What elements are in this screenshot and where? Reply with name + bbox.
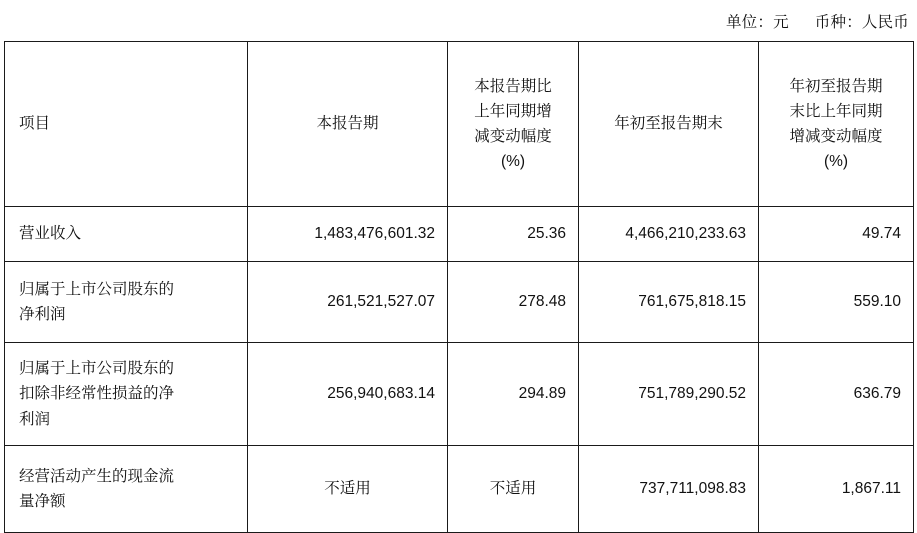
table-row	[5, 262, 914, 343]
table-header	[5, 42, 914, 207]
column-header-ytd-change	[759, 42, 914, 207]
cell-current-period: 1,483,476,601.32	[248, 207, 448, 262]
unit-currency-line	[0, 0, 917, 41]
row-label	[5, 446, 248, 533]
header-row	[5, 42, 914, 207]
table-row	[5, 446, 914, 533]
header-line: 年初至报告期	[789, 77, 883, 95]
cell-current-change: 不适用	[448, 446, 579, 533]
unit-label: 单位：元	[725, 14, 789, 31]
table-row	[5, 207, 914, 262]
header-line: (%)	[823, 153, 849, 171]
cell-ytd: 4,466,210,233.63	[579, 207, 759, 262]
cell-ytd-change: 1,867.11	[759, 446, 914, 533]
row-label-line: 扣除非经常性损益的净	[19, 385, 175, 403]
cell-ytd: 761,675,818.15	[579, 262, 759, 343]
row-label-line: 经营活动产生的现金流	[19, 467, 175, 485]
header-line: 末比上年同期	[789, 102, 883, 120]
header-line: 减变动幅度	[474, 128, 552, 145]
column-header-item: 项目	[5, 42, 248, 207]
cell-ytd-change: 559.10	[759, 262, 914, 343]
header-line: 上年同期增	[474, 102, 552, 120]
cell-current-period: 261,521,527.07	[248, 262, 448, 343]
row-label-line: 归属于上市公司股东的	[19, 360, 175, 378]
column-header-current-change	[448, 42, 579, 207]
currency-label: 币种：人民币	[814, 14, 909, 31]
table-row	[5, 343, 914, 446]
table-body	[5, 207, 914, 533]
row-label-line: 利润	[19, 410, 51, 428]
cell-current-change: 25.36	[448, 207, 579, 262]
column-header-ytd: 年初至报告期末	[579, 42, 759, 207]
cell-ytd: 751,789,290.52	[579, 343, 759, 446]
header-line: 增减变动幅度	[789, 128, 883, 145]
cell-ytd-change: 49.74	[759, 207, 914, 262]
cell-ytd-change: 636.79	[759, 343, 914, 446]
cell-current-period: 256,940,683.14	[248, 343, 448, 446]
cell-current-change: 278.48	[448, 262, 579, 343]
cell-current-change: 294.89	[448, 343, 579, 446]
cell-ytd: 737,711,098.83	[579, 446, 759, 533]
row-label-line: 营业收入	[19, 225, 82, 243]
row-label	[5, 343, 248, 446]
header-line: (%)	[500, 153, 526, 171]
row-label-line: 净利润	[19, 306, 66, 323]
financial-table	[4, 41, 914, 533]
column-header-current-period: 本报告期	[248, 42, 448, 207]
row-label-line: 归属于上市公司股东的	[19, 280, 175, 298]
header-line: 本报告期比	[474, 77, 552, 95]
row-label	[5, 207, 248, 262]
row-label-line: 量净额	[19, 493, 66, 510]
cell-current-period: 不适用	[248, 446, 448, 533]
row-label	[5, 262, 248, 343]
